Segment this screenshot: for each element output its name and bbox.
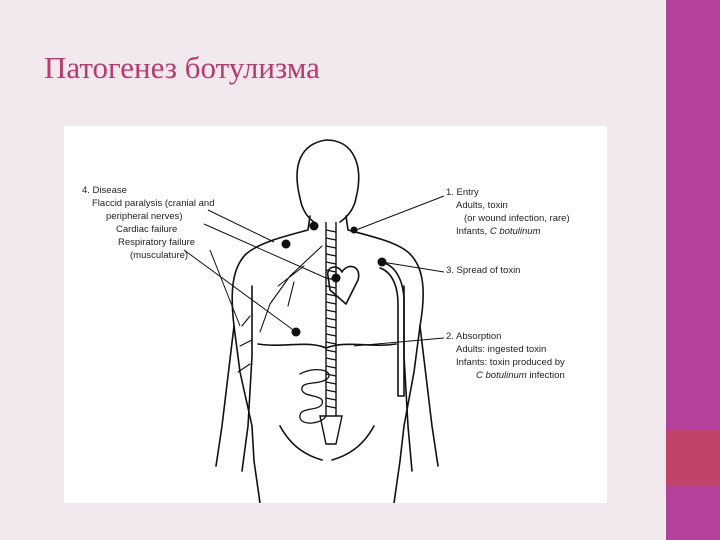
botulism-pathogenesis-figure bbox=[64, 126, 607, 503]
disease-line-4: Respiratory failure bbox=[118, 237, 196, 248]
leader-entry bbox=[356, 196, 444, 230]
absorption-line-3-suffix: infection bbox=[526, 370, 565, 381]
pelvis bbox=[280, 426, 374, 460]
nerves-left bbox=[260, 246, 322, 332]
disease-line-2: peripheral nerves) bbox=[106, 211, 183, 222]
body-diagram bbox=[64, 126, 607, 503]
entry-line-2: (or wound infection, rare) bbox=[464, 213, 570, 224]
nerves-arm bbox=[238, 316, 252, 372]
entry-heading: 1. Entry bbox=[446, 187, 479, 198]
absorption-line-2: Infants: toxin produced by bbox=[456, 357, 565, 368]
marker-chest bbox=[332, 274, 341, 283]
right-arm bbox=[404, 286, 438, 471]
absorption-line-3 bbox=[446, 369, 565, 382]
spread-heading: 3. Spread of toxin bbox=[446, 265, 521, 276]
entry-line-3-prefix: Infants, bbox=[456, 226, 490, 237]
entry-line-3-italic: C botulinum bbox=[489, 226, 541, 237]
spinal-column bbox=[320, 222, 342, 444]
entry-line-3 bbox=[446, 225, 570, 238]
marker-cranial bbox=[282, 240, 291, 249]
toxin-tube bbox=[380, 262, 404, 396]
intestines bbox=[300, 370, 329, 423]
head-outline bbox=[297, 140, 359, 222]
entry-line-1: Adults, toxin bbox=[456, 200, 508, 211]
disease-label-block bbox=[82, 184, 215, 262]
leader-lines bbox=[184, 196, 444, 346]
heart bbox=[328, 266, 359, 304]
disease-line-3: Cardiac failure bbox=[116, 224, 178, 235]
disease-heading: 4. Disease bbox=[82, 185, 127, 196]
slide-title: Патогенез ботулизма bbox=[44, 50, 320, 85]
disease-line-5: (musculature) bbox=[130, 250, 189, 261]
leader-absorption bbox=[354, 338, 444, 346]
entry-label-block bbox=[446, 186, 570, 238]
absorption-heading: 2. Absorption bbox=[446, 331, 502, 342]
marker-entry-mouth bbox=[310, 222, 319, 231]
side-decor-accent bbox=[666, 430, 720, 486]
leader-disease-2 bbox=[204, 224, 326, 278]
disease-line-1: Flaccid paralysis (cranial and bbox=[92, 198, 215, 209]
spread-label-block bbox=[446, 264, 520, 277]
absorption-line-3-italic: C botulinum bbox=[476, 370, 527, 381]
left-arm bbox=[216, 286, 252, 471]
absorption-label-block bbox=[446, 330, 565, 382]
absorption-line-1: Adults: ingested toxin bbox=[456, 344, 547, 355]
leader-disease-1 bbox=[208, 210, 274, 242]
